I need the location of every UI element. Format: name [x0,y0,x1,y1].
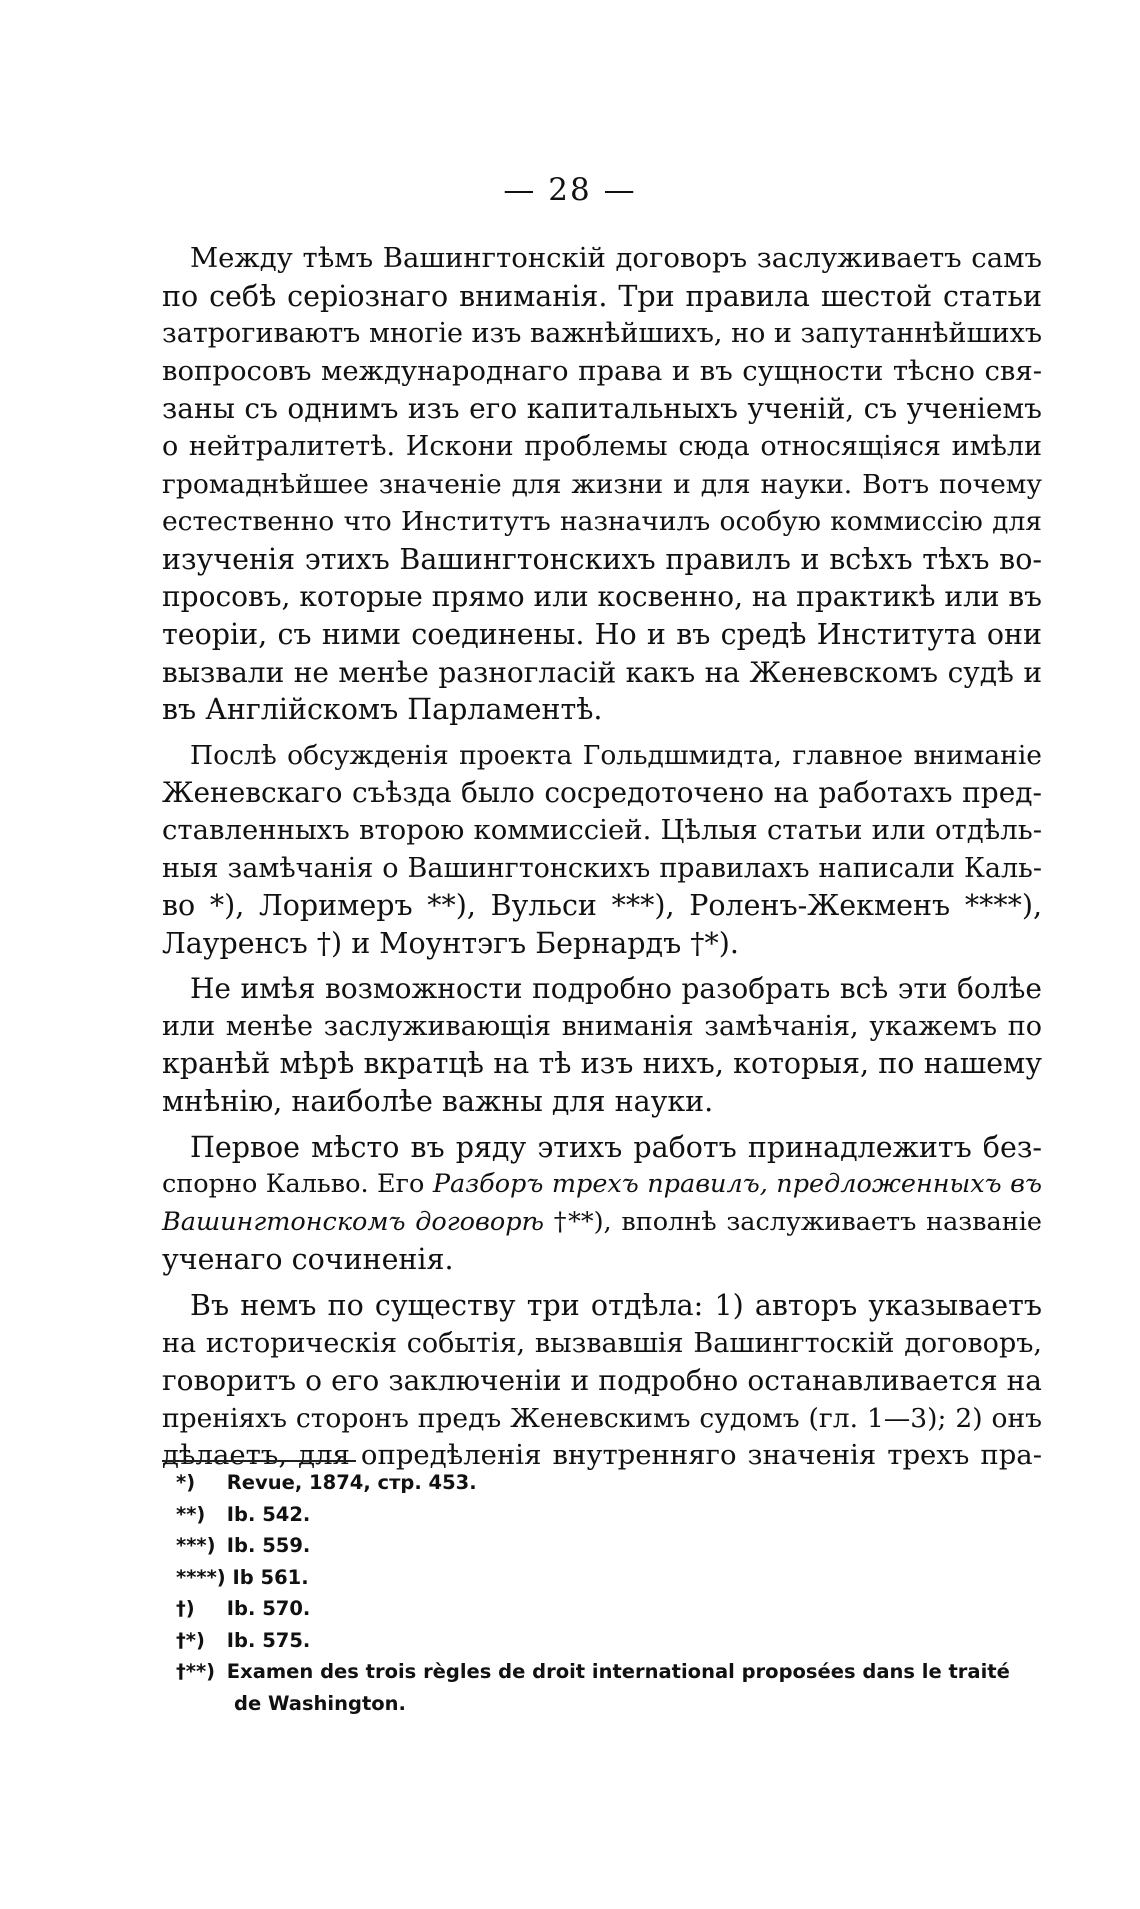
text-line: Послѣ обсужденія проекта Гольдшмидта, главное вниманіе [190,739,1042,771]
text-line: вызвали не менѣе разногласій какъ на Женевскомъ судѣ и [162,655,1042,689]
text-line: дѣлаетъ, для опредѣленія внутренняго значенія трехъ пра- [162,1439,1042,1472]
text-line: просовъ, которые прямо или косвенно, на практикѣ или въ [162,580,1042,614]
text-line: во *), Лоримеръ **), Вульси ***), Роленъ-Жекменъ ****), [162,889,1042,923]
paragraph-2 [162,737,1042,963]
text-line: естественно что Институтъ назначилъ особую коммиссію для [162,506,1042,538]
text-run: †**), вполнѣ заслуживаетъ названіе [544,1206,1042,1237]
text-line: Не имѣя возможности подробно разобрать всѣ эти болѣе [190,972,1042,1006]
footnote-mark: **) [176,1502,206,1526]
paragraph-3 [162,970,1042,1120]
text-line: о нейтралитетѣ. Искони проблемы сюда относящіяся имѣли [162,430,1042,462]
text-line: по себѣ серіознаго вниманія. Три правила шестой статьи [162,279,1042,313]
footnote-mark: †) [176,1597,195,1620]
paragraph-1 [162,240,1042,729]
footnote [176,1467,1052,1499]
text-line: ставленныхъ второю коммиссіей. Цѣлыя статьи или отдѣль- [162,813,1042,846]
footnote [176,1656,1052,1688]
footnote-text: Ib. 559. [226,1534,311,1557]
footnote-mark: †**) [176,1660,216,1683]
text-line: громаднѣйшее значеніе для жизни и для науки. Вотъ почему [162,468,1042,500]
body-text [162,240,1042,1475]
footnote [176,1593,1052,1625]
text-line: преніяхъ сторонъ предъ Женевскимъ судомъ (гл. 1—3); 2) онъ [162,1402,1042,1434]
footnote-text: Ib. 575. [226,1628,311,1652]
text-line-mixed [162,1166,1042,1204]
text-line: вопросовъ международнаго права и въ сущности тѣсно свя- [162,354,1042,387]
text-line: Первое мѣсто въ ряду этихъ работъ принадлежитъ без- [190,1130,1042,1164]
text-line: говоритъ о его заключеніи и подробно останавливается на [162,1364,1042,1398]
text-line: Лауренсъ †) и Моунтэгъ Бернардъ †*). [162,926,739,960]
footnote [176,1530,1052,1562]
text-line: изученія этихъ Вашингтонскихъ правилъ и всѣхъ тѣхъ во- [162,542,1042,576]
footnote-text: Ib. 542. [226,1502,311,1526]
text-line: мнѣнію, наиболѣе важны для науки. [162,1085,714,1119]
text-line: затрогиваютъ многіе изъ важнѣйшихъ, но и запутаннѣйшихъ [162,318,1043,350]
paragraph-4 [162,1129,1042,1279]
text-line: Женевскаго съѣзда было сосредоточено на работахъ пред- [162,776,1042,810]
footnote-mark: *) [176,1471,196,1494]
text-line-mixed [162,1204,1042,1242]
cited-title-italic: Вашингтонскомъ договорѣ [162,1206,545,1237]
footnote-mark: ****) [176,1565,226,1589]
text-run: спорно Кальво. Его [162,1169,425,1200]
footnote-text: Ib 561. [232,1565,309,1589]
page-number: — 28 — [503,172,637,208]
cited-title-italic: Разборъ трехъ правилъ, предложенныхъ въ [432,1169,1042,1200]
footnote-separator [162,1460,356,1462]
footnote-text: Ib. 570. [226,1597,311,1620]
text-line: кранѣй мѣрѣ вкратцѣ на тѣ изъ нихъ, которыя, по нашему [162,1047,1042,1081]
footnote [176,1499,1052,1531]
footnote-continuation: de Washington. [234,1691,406,1715]
footnotes [176,1467,1052,1719]
footnote-text: Revue, 1874, стр. 453. [226,1471,477,1494]
text-line: ныя замѣчанія о Вашингтонскихъ правилахъ написали Каль- [162,852,1042,884]
footnote-mark: †*) [176,1628,205,1652]
footnote-text: Examen des trois règles de droit international proposées dans le traité [226,1660,1010,1683]
paragraph-5 [162,1287,1042,1475]
footnote [176,1562,1052,1594]
text-line: теоріи, съ ними соединены. Но и въ средѣ Института они [162,617,1042,651]
text-line: или менѣе заслуживающія вниманія замѣчанія, укажемъ по [162,1010,1042,1042]
text-line: Между тѣмъ Вашингтонскій договоръ заслуживаетъ самъ [190,242,1042,274]
footnote-mark: ***) [176,1534,216,1557]
text-line: на историческія событія, вызвавшія Вашингтоскій договоръ, [162,1327,1042,1359]
text-line: ученаго сочиненія. [162,1243,454,1277]
text-line: Въ немъ по существу три отдѣла: 1) авторъ указываетъ [190,1289,1042,1323]
text-line: въ Англійскомъ Парламентѣ. [162,693,603,727]
text-line: заны съ однимъ изъ его капитальныхъ ученій, съ ученіемъ [162,392,1042,426]
footnote [176,1625,1052,1657]
